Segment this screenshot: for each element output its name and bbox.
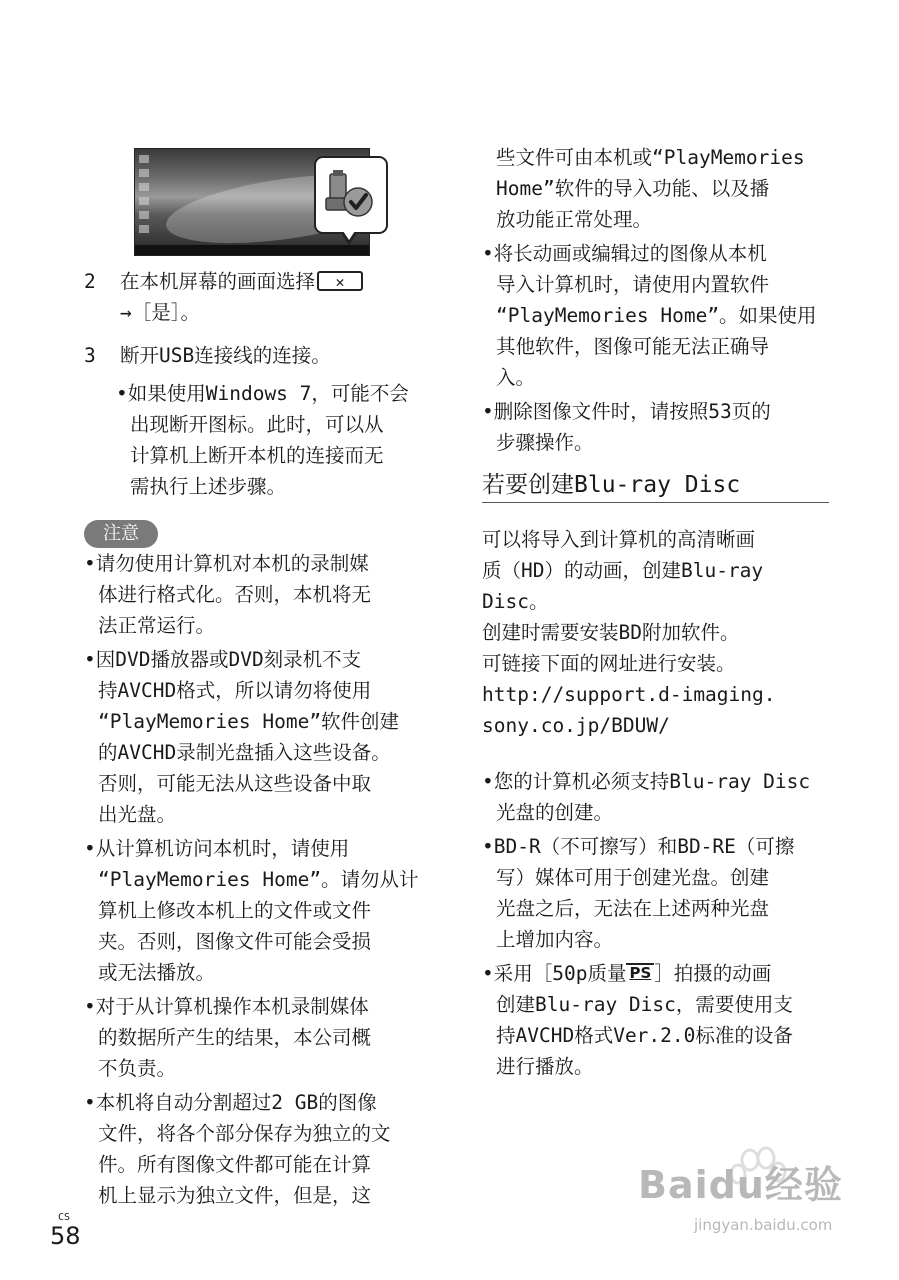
step-2-text bbox=[120, 266, 363, 328]
caution-line: “PlayMemories Home”软件创建 bbox=[98, 710, 400, 733]
intro-line: 质（HD）的动画，创建Blu-ray bbox=[482, 559, 764, 582]
caution-line: 算机上修改本机上的文件或文件 bbox=[98, 899, 372, 922]
caution-line: 夹。否则，图像文件可能会受损 bbox=[98, 930, 372, 953]
right-bullet-line: 其他软件，图像可能无法正确导 bbox=[496, 335, 770, 358]
intro-line: 创建时需要安装BD附加软件。 bbox=[482, 621, 740, 644]
watermark-url: jingyan.baidu.com bbox=[694, 1216, 833, 1234]
close-button-reference: ✕ bbox=[317, 271, 363, 291]
caution-line: •本机将自动分割超过2 GB的图像 bbox=[84, 1091, 377, 1114]
right-bullet-line: 光盘之后，无法在上述两种光盘 bbox=[496, 897, 770, 920]
step-3-bullet-line: •如果使用Windows 7，可能不会 bbox=[116, 382, 409, 405]
desktop-icons bbox=[139, 155, 153, 239]
continuation-line: 放功能正常处理。 bbox=[496, 208, 653, 231]
right-bullet-line: 上增加内容。 bbox=[496, 928, 614, 951]
caution-line: 法正常运行。 bbox=[98, 614, 216, 637]
right-bullet-line: 导入计算机时，请使用内置软件 bbox=[496, 273, 770, 296]
right-bullet-line: “PlayMemories Home”。如果使用 bbox=[496, 304, 817, 327]
step-3-bullet-line: 计算机上断开本机的连接而无 bbox=[130, 444, 384, 467]
right-bullet-line: 创建Blu-ray Disc，需要使用支 bbox=[496, 993, 793, 1016]
caution-line: •从计算机访问本机时，请使用 bbox=[84, 837, 350, 860]
caution-line: 体进行格式化。否则，本机将无 bbox=[98, 583, 372, 606]
step-3-line-1: 断开USB连接线的连接。 bbox=[120, 344, 331, 367]
watermark-text: Baidu经验 bbox=[638, 1163, 843, 1207]
caution-line: 文件，将各个部分保存为独立的文 bbox=[98, 1122, 391, 1145]
right-bullet-line: 进行播放。 bbox=[496, 1055, 594, 1078]
intro-paragraph bbox=[482, 524, 776, 741]
step-3-bullet-line: 出现断开图标。此时，可以从 bbox=[130, 413, 384, 436]
intro-url-line[interactable]: sony.co.jp/BDUW/ bbox=[482, 714, 670, 737]
page-number: 58 bbox=[50, 1222, 81, 1250]
right-bullet-line: •删除图像文件时，请按照53页的 bbox=[482, 400, 771, 423]
safely-remove-hardware-icon[interactable] bbox=[322, 168, 376, 220]
right-bullet-line: ］拍摄的动画 bbox=[654, 962, 772, 985]
caution-line: 的数据所产生的结果，本公司概 bbox=[98, 1026, 372, 1049]
taskbar bbox=[135, 245, 369, 255]
right-column-bottom bbox=[482, 766, 810, 1082]
ps-quality-icon: PS bbox=[626, 963, 654, 981]
right-bullet-line: 写）媒体可用于创建光盘。创建 bbox=[496, 866, 770, 889]
right-bullet-line: 步骤操作。 bbox=[496, 431, 594, 454]
caution-line: 出光盘。 bbox=[98, 803, 177, 826]
intro-line: Disc。 bbox=[482, 590, 549, 613]
callout-tail-inner bbox=[341, 228, 357, 240]
step-3-text bbox=[120, 340, 331, 371]
caution-line: 否则，可能无法从这些设备中取 bbox=[98, 772, 372, 795]
step-2-line-2: →［是］。 bbox=[120, 301, 200, 324]
step-3-number: 3 bbox=[84, 344, 96, 367]
caution-line: 的AVCHD录制光盘插入这些设备。 bbox=[98, 741, 391, 764]
caution-line: •请勿使用计算机对本机的录制媒 bbox=[84, 552, 369, 575]
right-bullet-line: 持AVCHD格式Ver.2.0标准的设备 bbox=[496, 1024, 793, 1047]
right-bullet-line: •BD-R（不可擦写）和BD-RE（可擦 bbox=[482, 835, 795, 858]
caution-line: “PlayMemories Home”。请勿从计 bbox=[98, 868, 419, 891]
caution-line: •对于从计算机操作本机录制媒体 bbox=[84, 995, 369, 1018]
intro-url-line[interactable]: http://support.d-imaging. bbox=[482, 683, 776, 706]
step-3-bullet bbox=[116, 378, 409, 502]
right-bullet-line: 光盘的创建。 bbox=[496, 801, 614, 824]
caution-line: 持AVCHD格式，所以请勿将使用 bbox=[98, 679, 372, 702]
caution-line: 机上显示为独立文件，但是，这 bbox=[98, 1184, 372, 1207]
step-2-number: 2 bbox=[84, 270, 96, 293]
section-heading: 若要创建Blu-ray Disc bbox=[482, 468, 829, 503]
page-language-code: CS bbox=[58, 1212, 71, 1223]
right-bullet-line: •采用［50p质量 bbox=[482, 962, 627, 985]
caution-line: •因DVD播放器或DVD刻录机不支 bbox=[84, 648, 362, 671]
intro-line: 可链接下面的网址进行安装。 bbox=[482, 652, 736, 675]
caution-line: 件。所有图像文件都可能在计算 bbox=[98, 1153, 372, 1176]
caution-line: 或无法播放。 bbox=[98, 961, 216, 984]
caution-badge: 注意 bbox=[84, 520, 158, 548]
right-bullet-line: 入。 bbox=[496, 366, 536, 389]
caution-bullets bbox=[84, 548, 419, 1211]
caution-line: 不负责。 bbox=[98, 1057, 177, 1080]
continuation-line: 些文件可由本机或“PlayMemories bbox=[496, 146, 805, 169]
step-2-line-1: 在本机屏幕的画面选择 bbox=[120, 270, 316, 293]
right-bullet-line: •您的计算机必须支持Blu-ray Disc bbox=[482, 770, 811, 793]
step-3-bullet-line: 需执行上述步骤。 bbox=[130, 475, 287, 498]
continuation-line: Home”软件的导入功能、以及播 bbox=[496, 177, 770, 200]
right-bullet-line: •将长动画或编辑过的图像从本机 bbox=[482, 242, 767, 265]
intro-line: 可以将导入到计算机的高清晰画 bbox=[482, 528, 756, 551]
right-column-top bbox=[482, 142, 817, 458]
